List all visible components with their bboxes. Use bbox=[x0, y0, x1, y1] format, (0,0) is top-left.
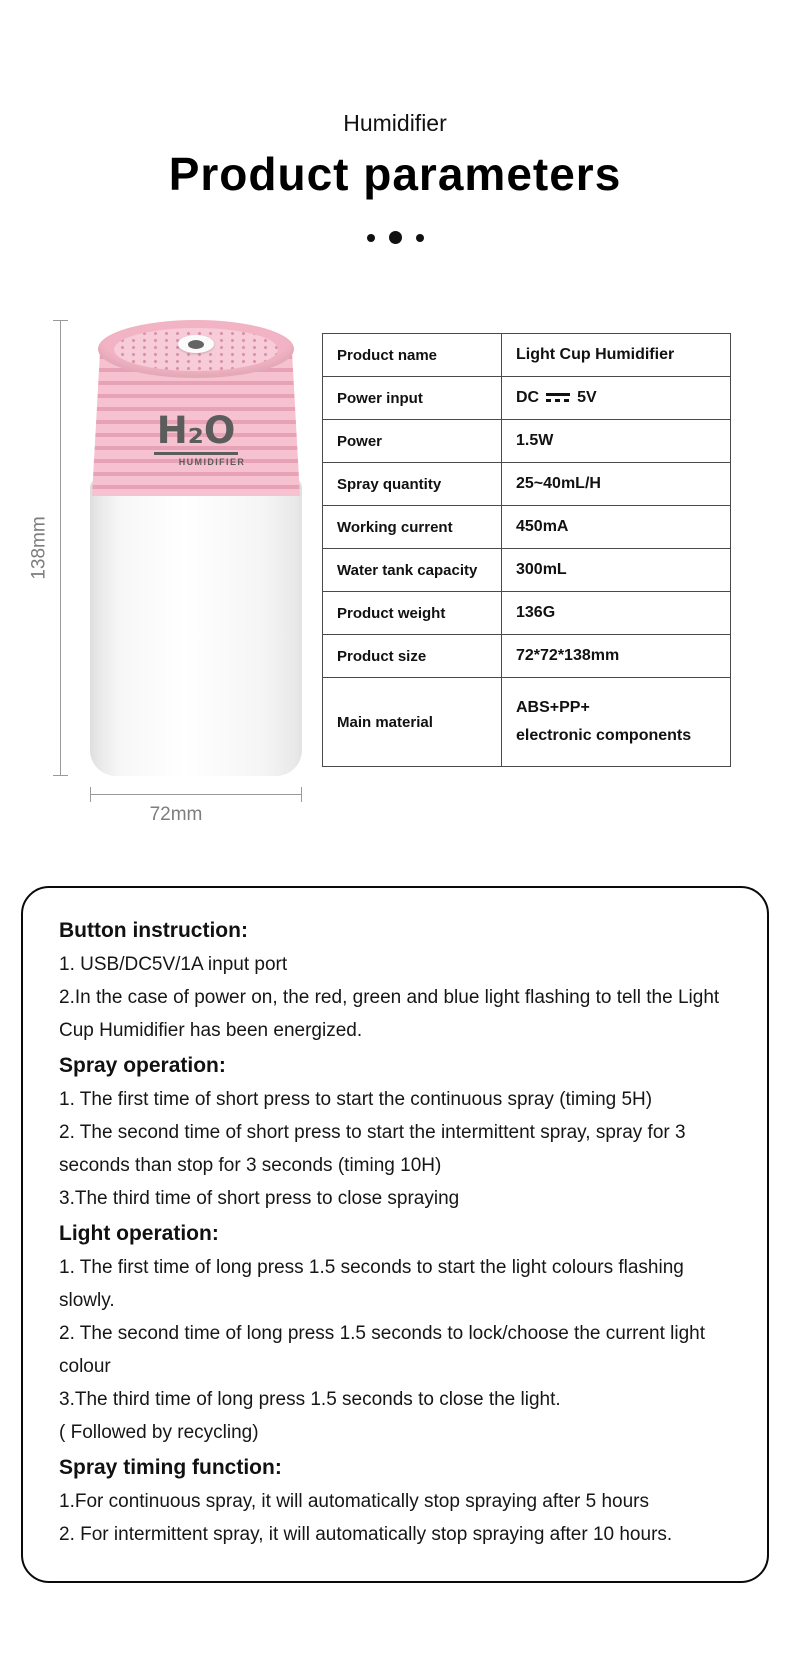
spec-row bbox=[323, 506, 731, 549]
spec-label: Product size bbox=[323, 635, 502, 678]
spec-label: Spray quantity bbox=[323, 463, 502, 506]
decorative-dots bbox=[0, 231, 790, 244]
humidifier-logo bbox=[92, 409, 300, 467]
product-figure bbox=[29, 316, 322, 840]
instruction-line: 3.The third time of short press to close spraying bbox=[59, 1188, 460, 1209]
dc-prefix: DC bbox=[516, 389, 540, 406]
logo-text: H₂O bbox=[154, 412, 239, 455]
section-heading-spray-operation: Spray operation: bbox=[59, 1054, 226, 1077]
spec-value: 300mL bbox=[502, 549, 731, 592]
dot-icon bbox=[367, 234, 375, 242]
humidifier-nozzle-hole bbox=[188, 340, 204, 349]
dc-symbol-icon bbox=[546, 391, 570, 404]
material-line-2: electronic components bbox=[516, 727, 692, 744]
spec-row bbox=[323, 549, 731, 592]
spec-row bbox=[323, 420, 731, 463]
spec-label: Product name bbox=[323, 334, 502, 377]
page-header bbox=[0, 0, 790, 244]
spec-row bbox=[323, 377, 731, 420]
spec-table bbox=[322, 333, 731, 767]
instruction-line: 1. USB/DC5V/1A input port bbox=[59, 954, 288, 975]
material-line-1: ABS+PP+ bbox=[516, 699, 590, 716]
spec-value: 25~40mL/H bbox=[502, 463, 731, 506]
instruction-line: 3.The third time of long press 1.5 seconds to close the light. bbox=[59, 1389, 561, 1410]
spec-value bbox=[502, 377, 731, 420]
dot-icon bbox=[389, 231, 402, 244]
spec-row bbox=[323, 635, 731, 678]
spec-label: Water tank capacity bbox=[323, 549, 502, 592]
spec-row bbox=[323, 592, 731, 635]
spec-value: 450mA bbox=[502, 506, 731, 549]
spec-label: Product weight bbox=[323, 592, 502, 635]
width-dimension-line bbox=[90, 794, 302, 795]
section-heading-spray-timing: Spray timing function: bbox=[59, 1456, 282, 1479]
spec-value: Light Cup Humidifier bbox=[502, 334, 731, 377]
product-section bbox=[0, 316, 790, 840]
spec-label: Main material bbox=[323, 678, 502, 767]
instruction-line: 2. The second time of short press to start the intermittent spray, spray for 3 seconds than stop for 3 seconds (timing 10H) bbox=[59, 1122, 686, 1176]
spec-row bbox=[323, 463, 731, 506]
spec-label: Working current bbox=[323, 506, 502, 549]
dot-icon bbox=[416, 234, 424, 242]
instruction-line: 2.In the case of power on, the red, green and blue light flashing to tell the Light Cup Humidifier has been energized. bbox=[59, 987, 720, 1041]
instruction-line: 1. The first time of long press 1.5 seconds to start the light colours flashing slowly. bbox=[59, 1257, 684, 1311]
dc-voltage: 5V bbox=[577, 389, 597, 406]
height-dimension-line bbox=[60, 320, 61, 776]
instruction-line: 1. The first time of short press to start the continuous spray (timing 5H) bbox=[59, 1089, 653, 1110]
page-title: Product parameters bbox=[168, 148, 622, 200]
humidifier-body bbox=[90, 478, 302, 776]
section-heading-light-operation: Light operation: bbox=[59, 1222, 219, 1245]
instruction-line: 2. The second time of long press 1.5 seconds to lock/choose the current light colour bbox=[59, 1323, 706, 1377]
spec-value: 1.5W bbox=[502, 420, 731, 463]
spec-label: Power bbox=[323, 420, 502, 463]
product-category: Humidifier bbox=[343, 110, 447, 136]
instruction-line: 1.For continuous spray, it will automatically stop spraying after 5 hours bbox=[59, 1491, 649, 1512]
spec-value: 72*72*138mm bbox=[502, 635, 731, 678]
spec-row bbox=[323, 334, 731, 377]
instructions-box bbox=[21, 886, 769, 1583]
spec-label: Power input bbox=[323, 377, 502, 420]
section-heading-button-instruction: Button instruction: bbox=[59, 919, 248, 942]
spec-row bbox=[323, 678, 731, 767]
width-dimension-label: 72mm bbox=[149, 804, 203, 825]
height-dimension-label: 138mm bbox=[29, 516, 51, 580]
logo-subtext: HUMIDIFIER bbox=[178, 457, 246, 467]
instruction-line: 2. For intermittent spray, it will automatically stop spraying after 10 hours. bbox=[59, 1524, 673, 1545]
spec-value bbox=[502, 678, 731, 767]
instruction-line: ( Followed by recycling) bbox=[59, 1422, 259, 1443]
spec-value: 136G bbox=[502, 592, 731, 635]
